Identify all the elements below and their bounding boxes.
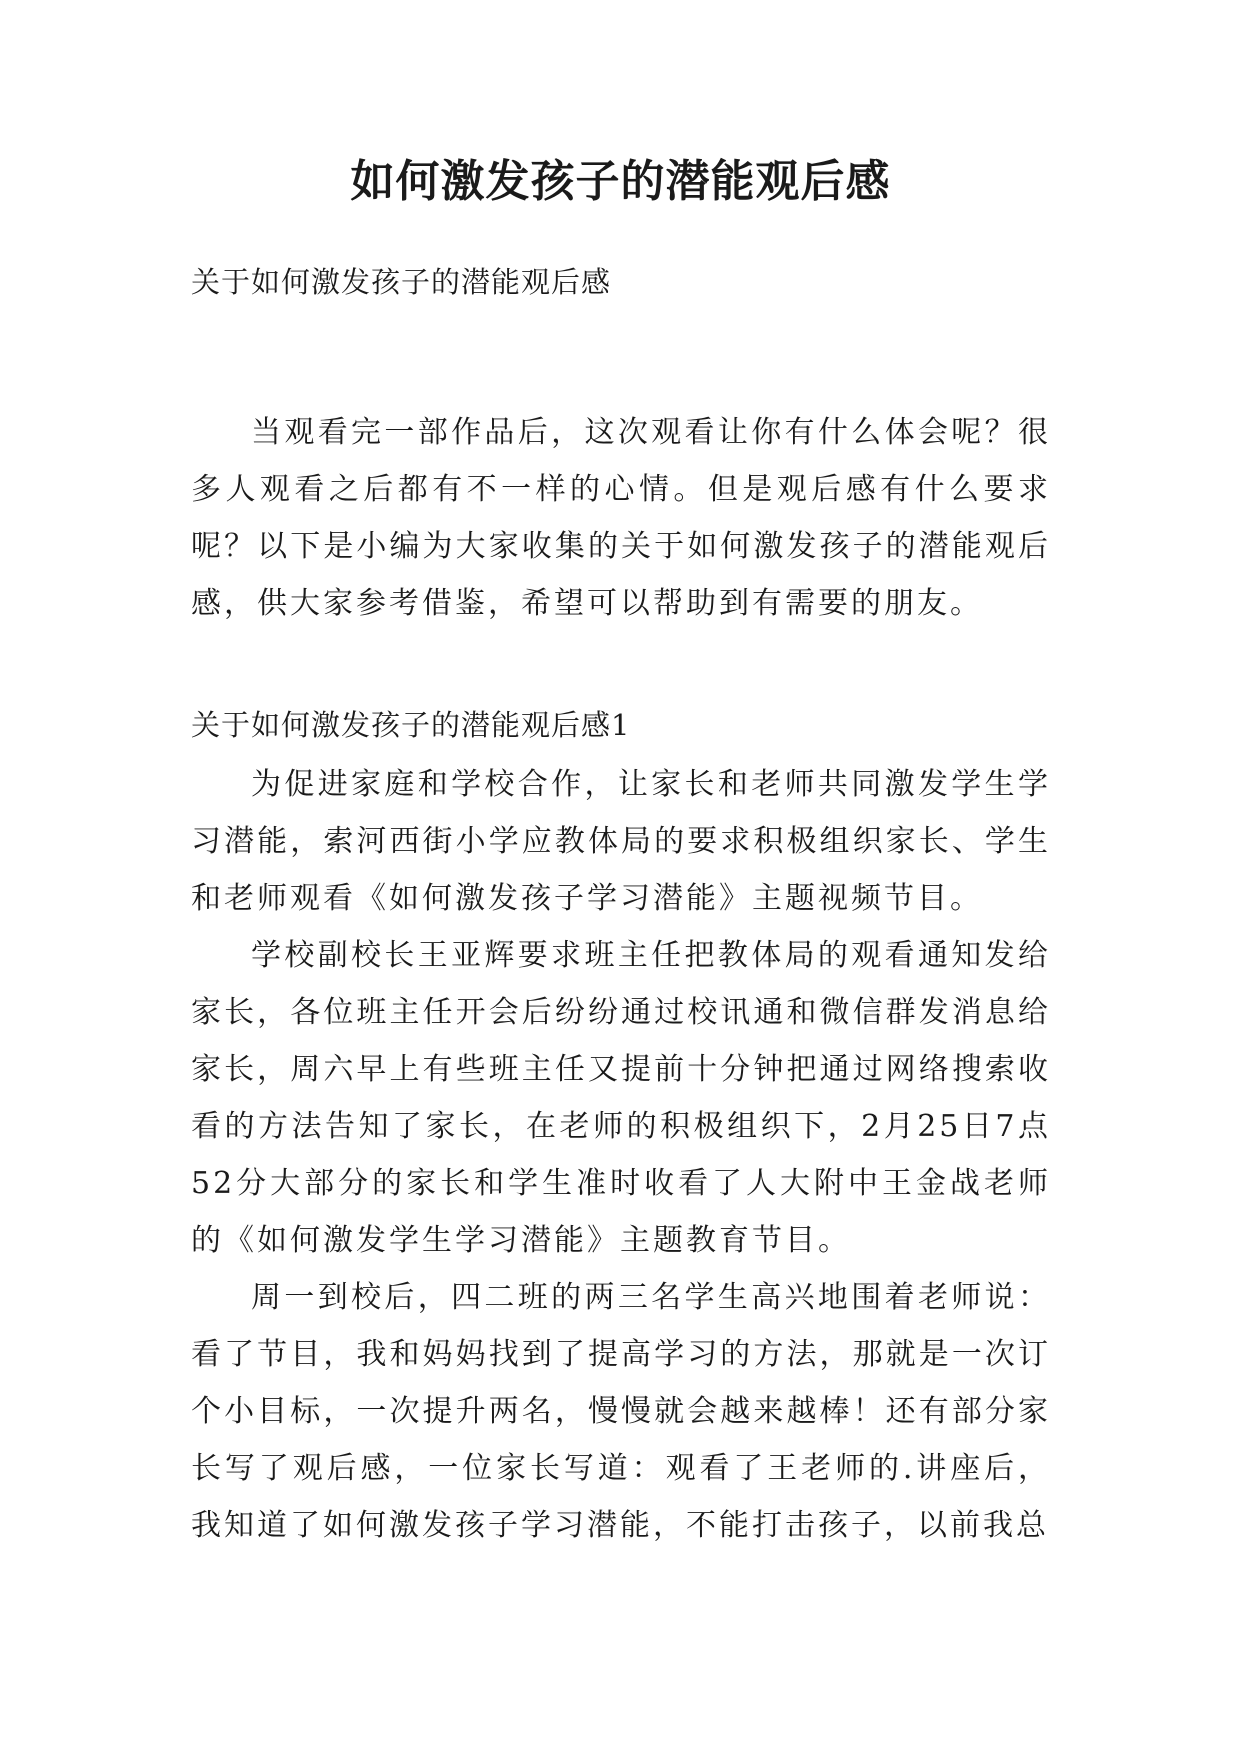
body-paragraph: 为促进家庭和学校合作，让家长和老师共同激发学生学习潜能，索河西街小学应教体局的要求积极组织家长、学生和老师观看《如何激发孩子学习潜能》主题视频节目。 <box>191 767 1051 916</box>
document-title: 如何激发孩子的潜能观后感 <box>350 156 891 207</box>
body-paragraph: 学校副校长王亚辉要求班主任把教体局的观看通知发给家长，各位班主任开会后纷纷通过校讯通和微信群发消息给家长，周六早上有些班主任又提前十分钟把通过网络搜索收看的方法告知了家长，在老师的积极组织下，2月25日7点52分大部分的家长和学生准时收看了人大附中王金战老师的《如何激发学生学习潜能》主题教育节目。 <box>191 938 1051 1258</box>
intro-block <box>191 404 1051 632</box>
section-body <box>191 756 1051 1554</box>
section-heading: 关于如何激发孩子的潜能观后感1 <box>191 708 631 742</box>
intro-paragraph: 当观看完一部作品后，这次观看让你有什么体会呢？很多人观看之后都有不一样的心情。但是观后感有什么要求呢？以下是小编为大家收集的关于如何激发孩子的潜能观后感，供大家参考借鉴，希望可以帮助到有需要的朋友。 <box>191 415 1051 621</box>
body-paragraph: 周一到校后，四二班的两三名学生高兴地围着老师说：看了节目，我和妈妈找到了提高学习的方法，那就是一次订个小目标，一次提升两名，慢慢就会越来越棒！还有部分家长写了观后感，一位家长写道：观看了王老师的.讲座后，我知道了如何激发孩子学习潜能，不能打击孩子，以前我总 <box>191 1280 1051 1543</box>
document-subtitle: 关于如何激发孩子的潜能观后感 <box>191 265 612 299</box>
